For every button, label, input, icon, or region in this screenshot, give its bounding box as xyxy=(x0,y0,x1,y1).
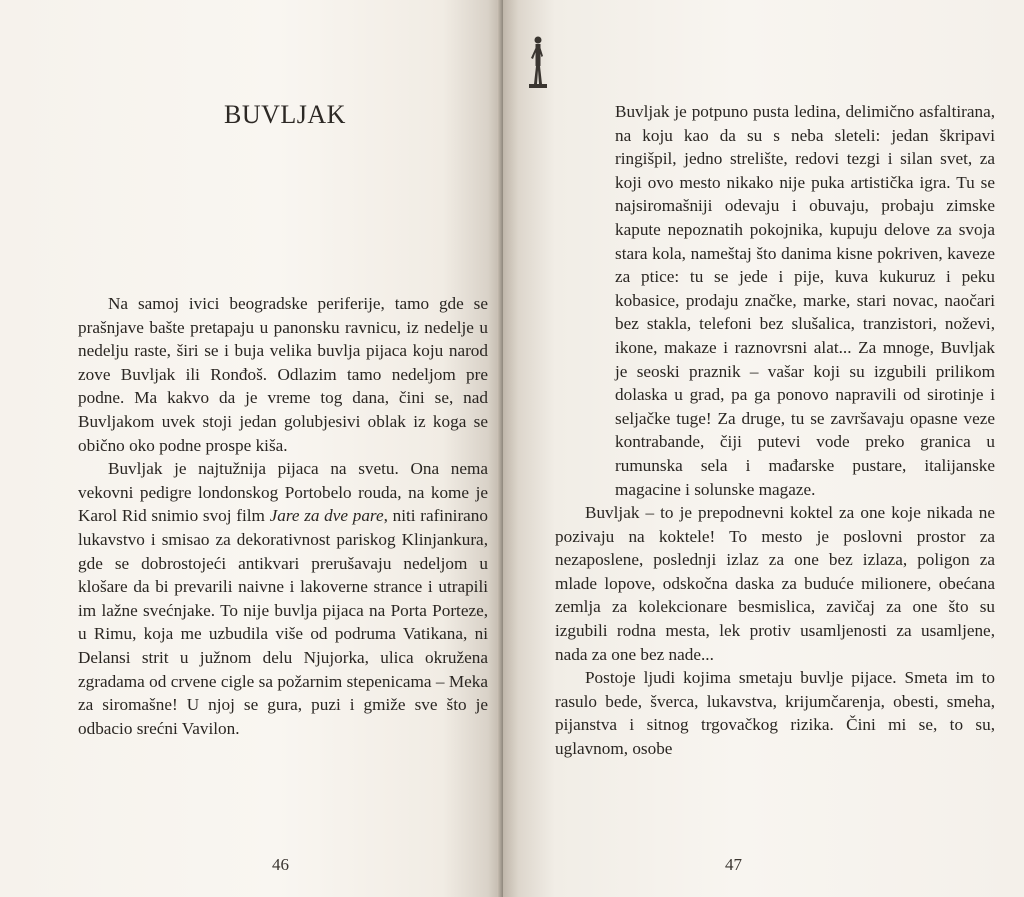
film-title: Jare za dve pare xyxy=(269,506,384,526)
paragraph-text: , niti rafinirano lukavstvo i smisao za dekorativnost pariskog Klinjankura, gde se dobrostojeći antikvari prerušavaju nedeljom u klošare da bi prevarili naivne i lakoverne strance i utrapili im lažne svećnjake. To nije buvlja pijaca na Porta Porteze, u Rimu, koja me uzbudila više od podruma Vatikana, ni Delansi strit u južnom delu Njujorka, ulica okružena zgradama od crvene cigle sa požarnim stepenicama – Meka za siromašne! U njoj se gura, puzi i gmiže sve što je odbacio srećni Vavilon. xyxy=(78,506,488,738)
paragraph xyxy=(78,457,488,740)
page-number: 47 xyxy=(725,855,742,874)
chapter-title: BUVLJAK xyxy=(224,100,346,129)
paragraph-text: Buvljak je najtužnija pijaca na svetu. Ona nema vekovni pedigre londonskog Portobelo rouda, na kome je Karol Rid snimio svoj film xyxy=(78,459,488,526)
paragraph: Buvljak – to je prepodnevni koktel za one koje nikada ne pozivaju na koktele! To mesto je poslovni prostor za nezaposlene, poslednji izlaz za one bez izlaza, poligon za mlade lopove, odskočna daska za buduće milionere, obećana zemlja za kolekcionare besmislica, zavičaj za one što su izgubili rodna mesta, lek protiv usamljenosti za usamljene, nada za one bez nade... xyxy=(555,503,995,664)
left-page xyxy=(0,0,503,897)
right-page-text xyxy=(555,100,995,761)
right-page xyxy=(503,0,1024,897)
paragraph: Na samoj ivici beogradske periferije, tamo gde se prašnjave bašte pretapaju u panonsku ravnicu, iz nedelje u nedelju raste, širi se i buja velika buvlja pijaca koju narod zove Buvljak ili Ronđoš. Odlazim tamo nedeljom pre podne. Ma kakvo da je vreme tog dana, čini se, nad Buvljakom uvek stoji jedan golubjesivi oblak iz koga se obično oko podne prospe kiša. xyxy=(78,294,488,455)
page-number: 46 xyxy=(272,855,289,874)
figure-ornament-icon xyxy=(525,34,551,92)
paragraph: Buvljak je potpuno pusta ledina, delimično asfaltirana, na koju kao da su s neba sleteli: jedan škripavi ringišpil, jedno strelište, redovi tezgi i silan svet, za koji ovo mesto nikako nije puka artistička igra. Tu se najsiromašniji odevaju i obuvaju, probaju zimske kapute nepoznatih pokojnika, kupuju delove za svoja stara kola, nameštaj što danima kisne pokriven, kaveze za ptice: tu se jede i pije, kuva kukuruz i peku kobasice, prodaju značke, marke, stari novac, naočari bez stakla, telefoni bez slušalica, tranzistori, noževi, ikone, makaze i raznovrsni alat... Za mnoge, Buvljak je seoski praznik – vašar koji su izgubili prilikom dolaska u grad, pa ga ponovo napravili od sirotinje i seljačke tuge! Za druge, tu se završavaju opasne veze kontrabande, čiji putevi vode preko granica u rumunska sela i mađarske pustare, italijanske magacine i solunske magaze. xyxy=(615,102,995,499)
left-page-text xyxy=(78,292,488,740)
paragraph: Postoje ljudi kojima smetaju buvlje pijace. Smeta im to rasulo bede, šverca, lukavstva, krijumčarenja, obesti, smeha, pijanstva i sitnog trgovačkog rizika. Čini mi se, to su, uglavnom, osobe xyxy=(555,668,995,759)
